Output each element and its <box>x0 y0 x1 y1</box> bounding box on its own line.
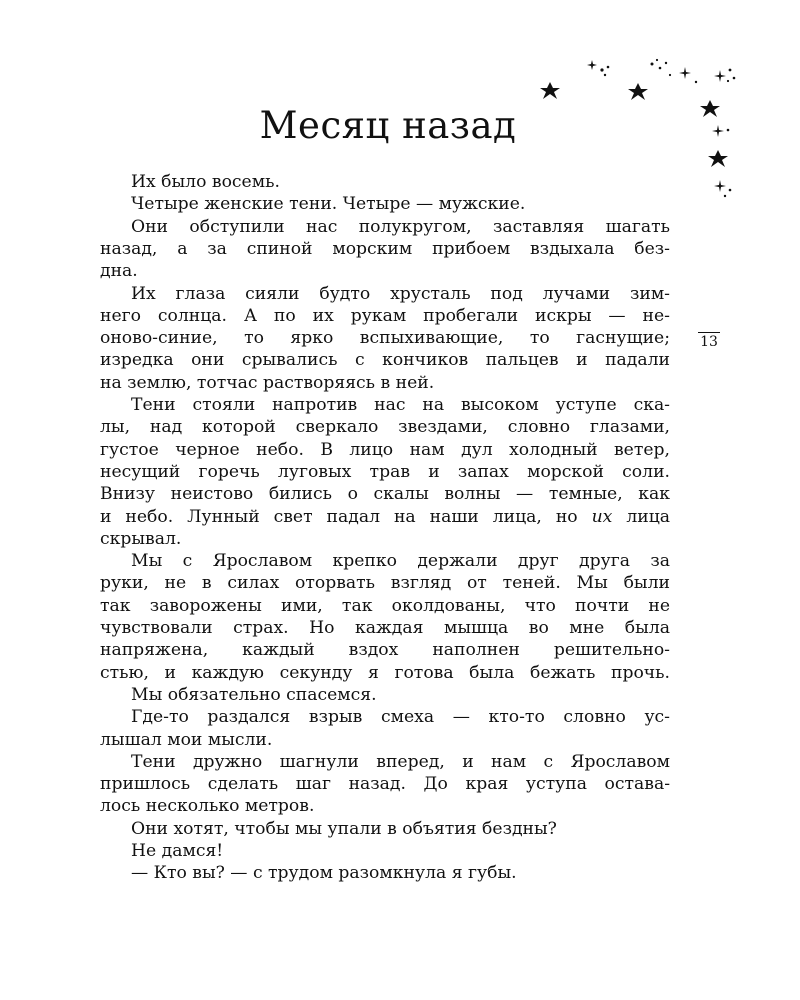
text-line: пришлось сделать шаг назад. До края уступа остава- <box>100 774 670 795</box>
text-line: — Кто вы? — с трудом разомкнула я губы. <box>131 863 517 884</box>
text-line: и небо. Лунный свет падал на наши лица, но их лица <box>100 506 670 527</box>
text-line: чувствовали страх. Но каждая мышца во мне была <box>100 618 670 638</box>
page-number: 13 <box>698 332 720 350</box>
text-line: лы, над которой сверкало звездами, словно глазами, <box>100 417 670 438</box>
text-line: лось несколько метров. <box>100 796 315 817</box>
text-line: дна. <box>100 261 138 282</box>
text-line: Их было восемь. <box>131 172 280 192</box>
text-line: лышал мои мысли. <box>100 729 273 750</box>
text-line: Они хотят, чтобы мы упали в объятия бездны? <box>131 818 557 839</box>
text-line: стью, и каждую секунду я готова была бежать прочь. <box>100 662 670 683</box>
text-line: него солнца. А по их рукам пробегали искры — не- <box>100 305 670 326</box>
text-line: руки, не в силах оторвать взгляд от теней. Мы были <box>100 573 670 594</box>
chapter-title: Месяц назад <box>259 104 517 147</box>
text-line: оново-синие, то ярко вспыхивающие, то гаснущие; <box>100 328 670 349</box>
emphasis: их <box>591 506 613 527</box>
text-line: Тени дружно шагнули вперед, и нам с Ярославом <box>131 751 670 772</box>
text-line: Внизу неистово бились о скалы волны — темные, как <box>100 484 670 505</box>
text-line: Мы обязательно спасемся. <box>131 684 377 705</box>
text-line: Тени стояли напротив нас на высоком уступе ска- <box>131 395 670 415</box>
text-line: на землю, тотчас растворяясь в ней. <box>100 372 435 393</box>
text-line: густое черное небо. В лицо нам дул холодный ветер, <box>100 439 670 460</box>
text-line: Они обступили нас полукругом, заставляя шагать <box>131 216 670 237</box>
text-line: напряжена, каждый вздох наполнен решительно- <box>100 640 670 661</box>
text-line: Четыре женские тени. Четыре — мужские. <box>131 194 526 215</box>
text-line: несущий горечь луговых трав и запах морской соли. <box>100 461 670 482</box>
text-line: так заворожены ими, так околдованы, что почти не <box>100 595 670 616</box>
text-line: Где-то раздался взрыв смеха — кто-то словно ус- <box>131 707 670 728</box>
text-line: Их глаза сияли будто хрусталь под лучами зим- <box>131 283 670 304</box>
text-line: Не дамся! <box>131 841 224 861</box>
text-line: Мы с Ярославом крепко держали друг друга за <box>131 551 670 572</box>
text-line: изредка они срывались с кончиков пальцев и падали <box>100 350 670 371</box>
text-line: назад, а за спиной морским прибоем вздыхала без- <box>100 238 670 259</box>
text-line: скрывал. <box>100 528 182 549</box>
